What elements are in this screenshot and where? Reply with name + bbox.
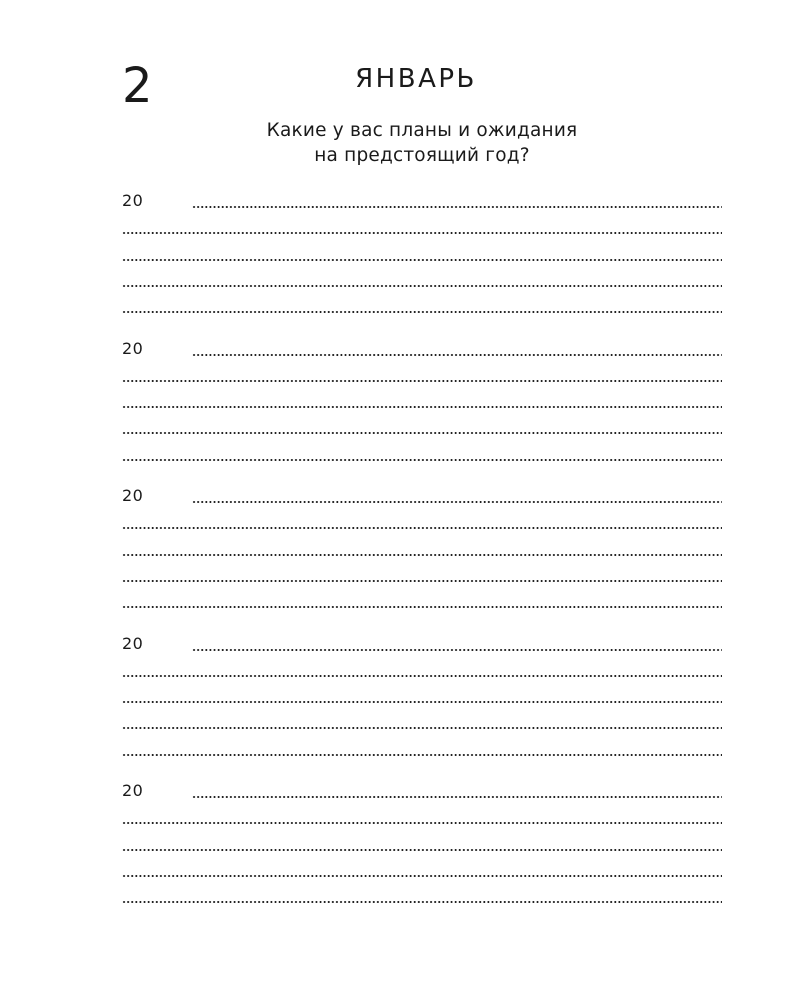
- writing-line[interactable]: [122, 849, 722, 851]
- writing-line[interactable]: [122, 311, 722, 313]
- writing-line[interactable]: [122, 675, 722, 677]
- entry-year-prefix: 20: [122, 781, 144, 800]
- writing-line[interactable]: [122, 232, 722, 234]
- writing-line[interactable]: [192, 354, 722, 356]
- month-title: ЯНВАРЬ: [355, 64, 477, 94]
- question-line-2: на предстоящий год?: [314, 145, 530, 166]
- entry-year-prefix: 20: [122, 633, 144, 653]
- writing-line[interactable]: [192, 649, 722, 651]
- writing-line[interactable]: [122, 901, 722, 903]
- writing-line[interactable]: [122, 406, 722, 408]
- writing-line[interactable]: [122, 727, 722, 729]
- writing-line[interactable]: [122, 554, 722, 556]
- writing-line[interactable]: [192, 501, 722, 503]
- writing-line[interactable]: [122, 754, 722, 756]
- entry-year-prefix: 20: [122, 191, 144, 210]
- writing-line[interactable]: [122, 822, 722, 824]
- entry-year-prefix: 20: [122, 486, 144, 505]
- day-number: 2: [122, 58, 153, 114]
- question-line-1: Какие у вас планы и ожидания: [266, 120, 578, 141]
- writing-line[interactable]: [122, 580, 722, 582]
- writing-line[interactable]: [192, 796, 722, 798]
- writing-line[interactable]: [122, 459, 722, 461]
- writing-line[interactable]: [122, 285, 722, 287]
- writing-line[interactable]: [122, 259, 722, 261]
- writing-line[interactable]: [122, 432, 722, 434]
- writing-line[interactable]: [122, 380, 722, 382]
- writing-line[interactable]: [122, 875, 722, 877]
- writing-line[interactable]: [122, 606, 722, 608]
- writing-line[interactable]: [192, 206, 722, 208]
- writing-line[interactable]: [122, 701, 722, 703]
- writing-line[interactable]: [122, 527, 722, 529]
- entry-year-prefix: 20: [122, 338, 144, 358]
